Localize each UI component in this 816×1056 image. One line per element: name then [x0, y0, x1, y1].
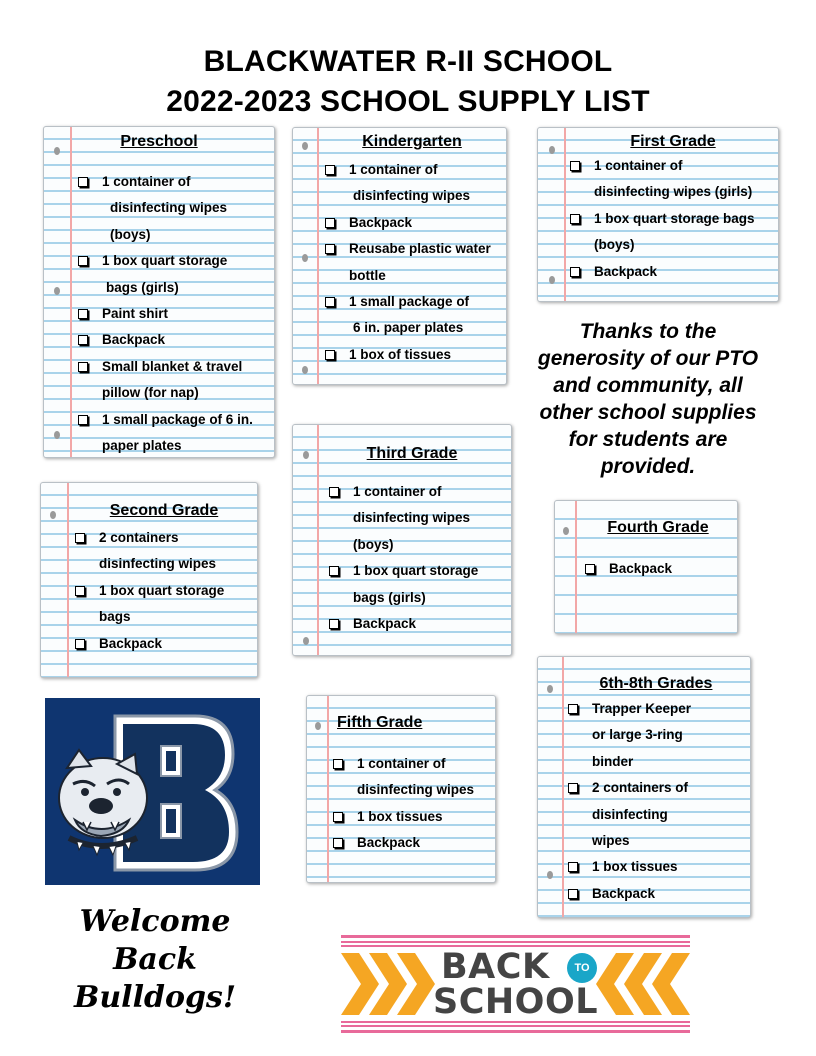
checkbox-icon [325, 297, 335, 307]
list-item: Trapper Keeper [566, 696, 691, 722]
list-item: 1 box quart storage [327, 558, 478, 584]
second-grade-heading: Second Grade [109, 502, 219, 519]
list-item: 1 box quart storage [76, 248, 253, 274]
list-item: pillow (for nap) [102, 385, 199, 401]
checkbox-icon [78, 309, 88, 319]
second-grade-list-card [40, 482, 258, 678]
list-item: paper plates [102, 438, 182, 454]
second-grade-items [73, 525, 224, 657]
list-item: 1 small package of [323, 289, 491, 315]
banner-school-text: SCHOOL [433, 982, 598, 1022]
binder-hole [50, 511, 56, 519]
binder-hole [302, 142, 308, 150]
checkbox-icon [333, 759, 343, 769]
welcome-message: Welcome Back Bulldogs! [74, 904, 236, 1015]
list-item: 1 box tissues [331, 804, 474, 830]
list-item: 1 box quart storage [73, 578, 224, 604]
third-grade-list-card [292, 424, 512, 656]
back-to-school-banner [341, 935, 690, 1033]
preschool-items [76, 169, 253, 458]
list-item: disinfecting wipes [110, 200, 228, 216]
preschool-heading: Preschool [120, 133, 198, 150]
binder-hole [303, 451, 309, 459]
list-item: Backpack [568, 259, 755, 285]
list-item: wipes [592, 833, 630, 849]
list-item: (boys) [594, 237, 635, 253]
binder-hole [302, 366, 308, 374]
checkbox-icon [568, 783, 578, 793]
list-item: 1 box of tissues [323, 342, 491, 368]
thanks-message: Thanks to the generosity of our PTO and community, all other school supplies for students are provided. [537, 320, 759, 478]
fourth-grade-list-card [554, 500, 738, 634]
binder-hole [54, 431, 60, 439]
checkbox-icon [325, 165, 335, 175]
grades-6-8-list-card [537, 656, 751, 918]
checkbox-icon [333, 812, 343, 822]
preschool-list-card [43, 126, 275, 458]
list-item: 1 box quart storage bags [568, 206, 755, 232]
checkbox-icon [570, 161, 580, 171]
binder-hole [563, 527, 569, 535]
list-item: 1 box tissues [566, 854, 691, 880]
list-item: Backpack [76, 327, 253, 353]
list-item: 2 containers [73, 525, 224, 551]
fourth-grade-items [583, 556, 672, 582]
binder-hole [549, 276, 555, 284]
binder-hole [549, 146, 555, 154]
checkbox-icon [585, 564, 595, 574]
list-item: 1 container of [323, 157, 491, 183]
third-grade-items [327, 479, 478, 637]
page-title-school: BLACKWATER R-II SCHOOL [203, 45, 613, 78]
list-item: disinfecting wipes (girls) [594, 184, 753, 200]
list-item: binder [592, 753, 634, 769]
list-item: 1 container of [327, 479, 478, 505]
list-item: Reusabe plastic water [323, 236, 491, 262]
binder-hole [547, 685, 553, 693]
list-item: Backpack [566, 881, 691, 907]
list-item: Small blanket & travel [76, 354, 253, 380]
list-item: 1 container of [76, 169, 253, 195]
checkbox-icon [568, 704, 578, 714]
binder-hole [302, 254, 308, 262]
fifth-grade-items [331, 751, 474, 857]
kindergarten-heading: Kindergarten [362, 133, 462, 150]
checkbox-icon [570, 214, 580, 224]
list-item: 1 container of [331, 751, 474, 777]
list-item: disinfecting wipes [353, 188, 471, 204]
checkbox-icon [75, 639, 85, 649]
kindergarten-items [323, 157, 491, 368]
binder-hole [54, 147, 60, 155]
list-item: Backpack [73, 631, 224, 657]
checkbox-icon [75, 586, 85, 596]
list-item: bottle [349, 267, 386, 283]
grades-6-8-heading: 6th-8th Grades [599, 675, 713, 692]
banner-back-text: BACK [441, 947, 550, 987]
checkbox-icon [329, 619, 339, 629]
bulldog-icon [45, 698, 260, 885]
bulldogs-logo [45, 698, 260, 885]
list-item: bags (girls) [106, 279, 179, 295]
list-item: Backpack [583, 556, 672, 582]
list-item: bags (girls) [353, 589, 426, 605]
list-item: disinfecting wipes [99, 556, 217, 572]
checkbox-icon [570, 267, 580, 277]
fifth-grade-list-card [306, 695, 496, 883]
checkbox-icon [78, 362, 88, 372]
list-item: Backpack [331, 830, 474, 856]
list-item: 6 in. paper plates [353, 320, 464, 336]
page-title-list: 2022-2023 SCHOOL SUPPLY LIST [166, 85, 650, 118]
checkbox-icon [325, 244, 335, 254]
list-item: 2 containers of [566, 775, 691, 801]
grades-6-8-items [566, 696, 691, 907]
list-item: Paint shirt [76, 301, 253, 327]
list-item: disinfecting wipes [357, 782, 475, 798]
checkbox-icon [78, 256, 88, 266]
checkbox-icon [78, 335, 88, 345]
binder-hole [54, 287, 60, 295]
binder-hole [303, 637, 309, 645]
list-item: bags [99, 609, 131, 625]
checkbox-icon [75, 533, 85, 543]
checkbox-icon [78, 415, 88, 425]
third-grade-heading: Third Grade [366, 445, 458, 462]
fifth-grade-heading: Fifth Grade [337, 714, 423, 731]
list-item: (boys) [110, 226, 151, 242]
first-grade-list-card [537, 127, 779, 302]
banner-to-badge: TO [567, 953, 597, 983]
list-item: 1 container of [568, 153, 755, 179]
checkbox-icon [568, 889, 578, 899]
list-item: 1 small package of 6 in. [76, 407, 253, 433]
first-grade-items [568, 153, 755, 285]
list-item: Backpack [327, 611, 478, 637]
kindergarten-list-card [292, 127, 507, 385]
checkbox-icon [329, 566, 339, 576]
list-item: disinfecting [592, 806, 668, 822]
binder-hole [547, 871, 553, 879]
checkbox-icon [333, 838, 343, 848]
checkbox-icon [568, 862, 578, 872]
first-grade-heading: First Grade [630, 133, 716, 150]
fourth-grade-heading: Fourth Grade [607, 519, 709, 536]
checkbox-icon [325, 218, 335, 228]
list-item: Backpack [323, 210, 491, 236]
list-item: or large 3-ring [592, 727, 683, 743]
list-item: (boys) [353, 536, 394, 552]
checkbox-icon [78, 177, 88, 187]
list-item: disinfecting wipes [353, 510, 471, 526]
checkbox-icon [329, 487, 339, 497]
checkbox-icon [325, 350, 335, 360]
